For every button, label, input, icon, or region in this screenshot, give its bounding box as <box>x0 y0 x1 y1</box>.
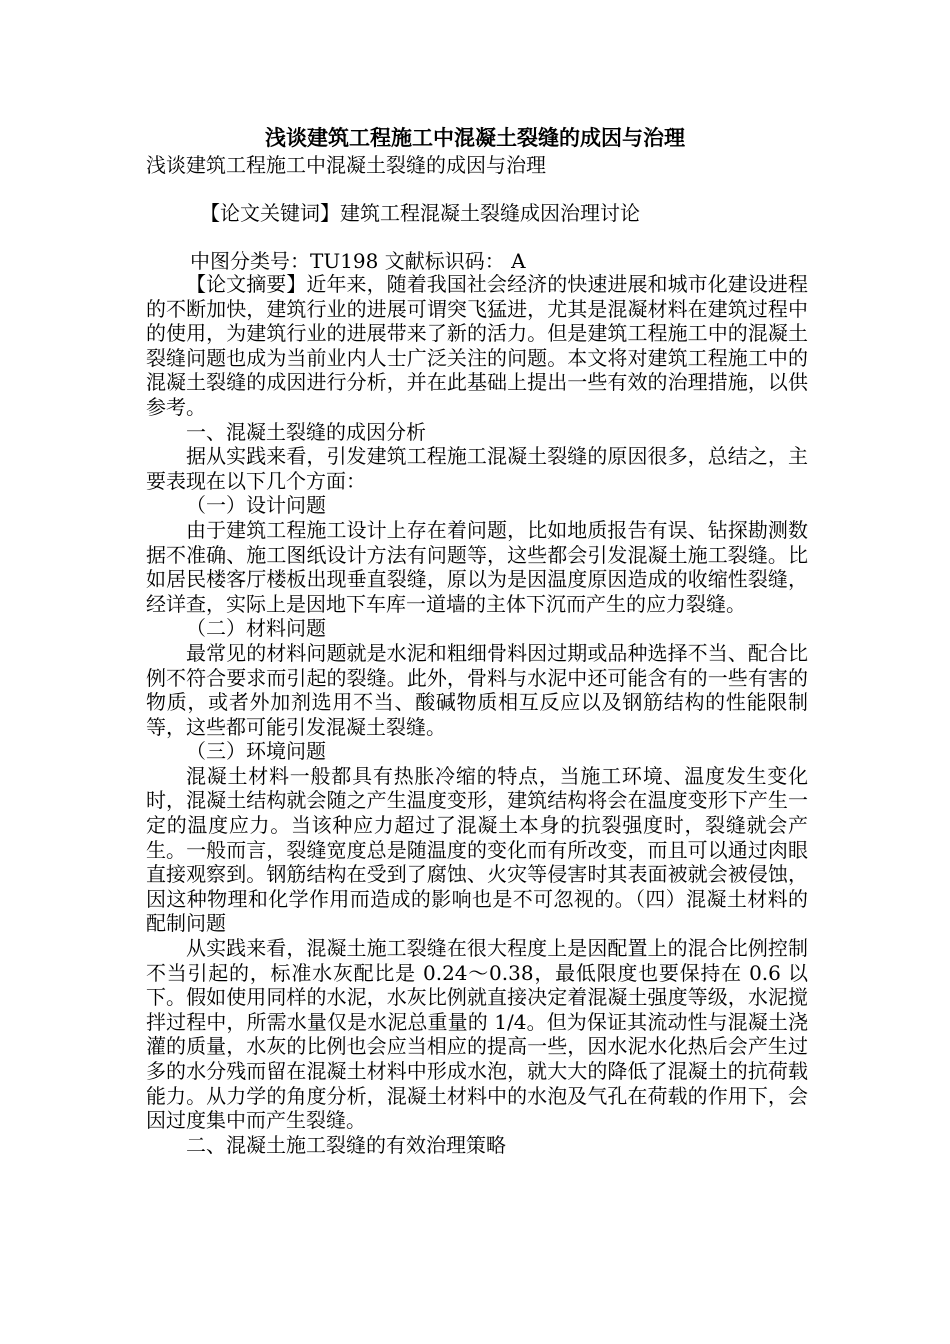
section-heading: 一、混凝土裂缝的成因分析 <box>186 419 426 444</box>
document-subtitle: 浅谈建筑工程施工中混凝土裂缝的成因与治理 <box>146 153 546 177</box>
body-paragraph: 最常见的材料问题就是水泥和粗细骨料因过期或品种选择不当、配合比例不符合要求而引起的裂缝。此外，骨料与水泥中还可能含有的一些有害的物质，或者外加剂选用不当、酸碱物质相互反应以及钢筋结构的性能限制等，这些都可能引发混凝土裂缝。 <box>146 640 808 739</box>
body-paragraph: 由于建筑工程施工设计上存在着问题，比如地质报告有误、钻探勘测数据不准确、施工图纸设计方法有问题等，这些都会引发混凝土施工裂缝。比如居民楼客厅楼板出现垂直裂缝，原以为是因温度原因造成的收缩性裂缝，经详查，实际上是因地下车库一道墙的主体下沉而产生的应力裂缝。 <box>146 517 808 616</box>
abstract-paragraph: 【论文摘要】近年来，随着我国社会经济的快速进展和城市化建设进程的不断加快，建筑行业的进展可谓突飞猛进，尤其是混凝材料在建筑过程中的使用，为建筑行业的进展带来了新的活力。但是建筑工程施工中的混凝土裂缝问题也成为当前业内人士广泛关注的问题。本文将对建筑工程施工中的混凝土裂缝的成因进行分析，并在此基础上提出一些有效的治理措施，以供参考。 <box>146 272 808 419</box>
section-heading: 二、混凝土施工裂缝的有效治理策略 <box>186 1132 506 1157</box>
document-title: 浅谈建筑工程施工中混凝土裂缝的成因与治理 <box>265 126 685 150</box>
subsection-heading: （三）环境问题 <box>186 739 326 764</box>
keywords-line: 【论文关键词】建筑工程混凝土裂缝成因治理讨论 <box>200 201 640 225</box>
subsection-heading: （二）材料问题 <box>186 616 326 641</box>
body-paragraph: 从实践来看，混凝土施工裂缝在很大程度上是因配置上的混合比例控制不当引起的，标准水灰配比是 0.24～0.38，最低限度也要保持在 0.6 以下。假如使用同样的水泥，水灰比例就直接决定着混凝土强度等级，水泥搅拌过程中，所需水量仅是水泥总重量的 1/4。但为保证其流动性与混凝土浇灌的质量，水灰的比例也会应当相应的提高一些，因水泥水化热后会产生过多的水分残而留在混凝土材料中形成水泡，就大大的降低了混凝土的抗荷载能力。从力学的角度分析，混凝土材料中的水泡及气孔在荷载的作用下，会因过度集中而产生裂缝。 <box>146 936 808 1133</box>
body-paragraph: 据从实践来看，引发建筑工程施工混凝土裂缝的原因很多，总结之，主要表现在以下几个方面： <box>146 444 808 493</box>
body-paragraph: 混凝土材料一般都具有热胀冷缩的特点，当施工环境、温度发生变化时，混凝土结构就会随之产生温度变形，建筑结构将会在温度变形下产生一定的温度应力。当该种应力超过了混凝土本身的抗裂强度时，裂缝就会产生。一般而言，裂缝宽度总是随温度的变化而有所改变，而且可以通过肉眼直接观察到。钢筋结构在受到了腐蚀、火灾等侵害时其表面被就会被侵蚀，因这种物理和化学作用而造成的影响也是不可忽视的。（四）混凝土材料的配制问题 <box>146 763 808 936</box>
classification-line: 中图分类号：TU198 文献标识码： A <box>190 249 526 273</box>
body-text <box>146 272 808 1157</box>
subsection-heading: （一）设计问题 <box>186 493 326 518</box>
